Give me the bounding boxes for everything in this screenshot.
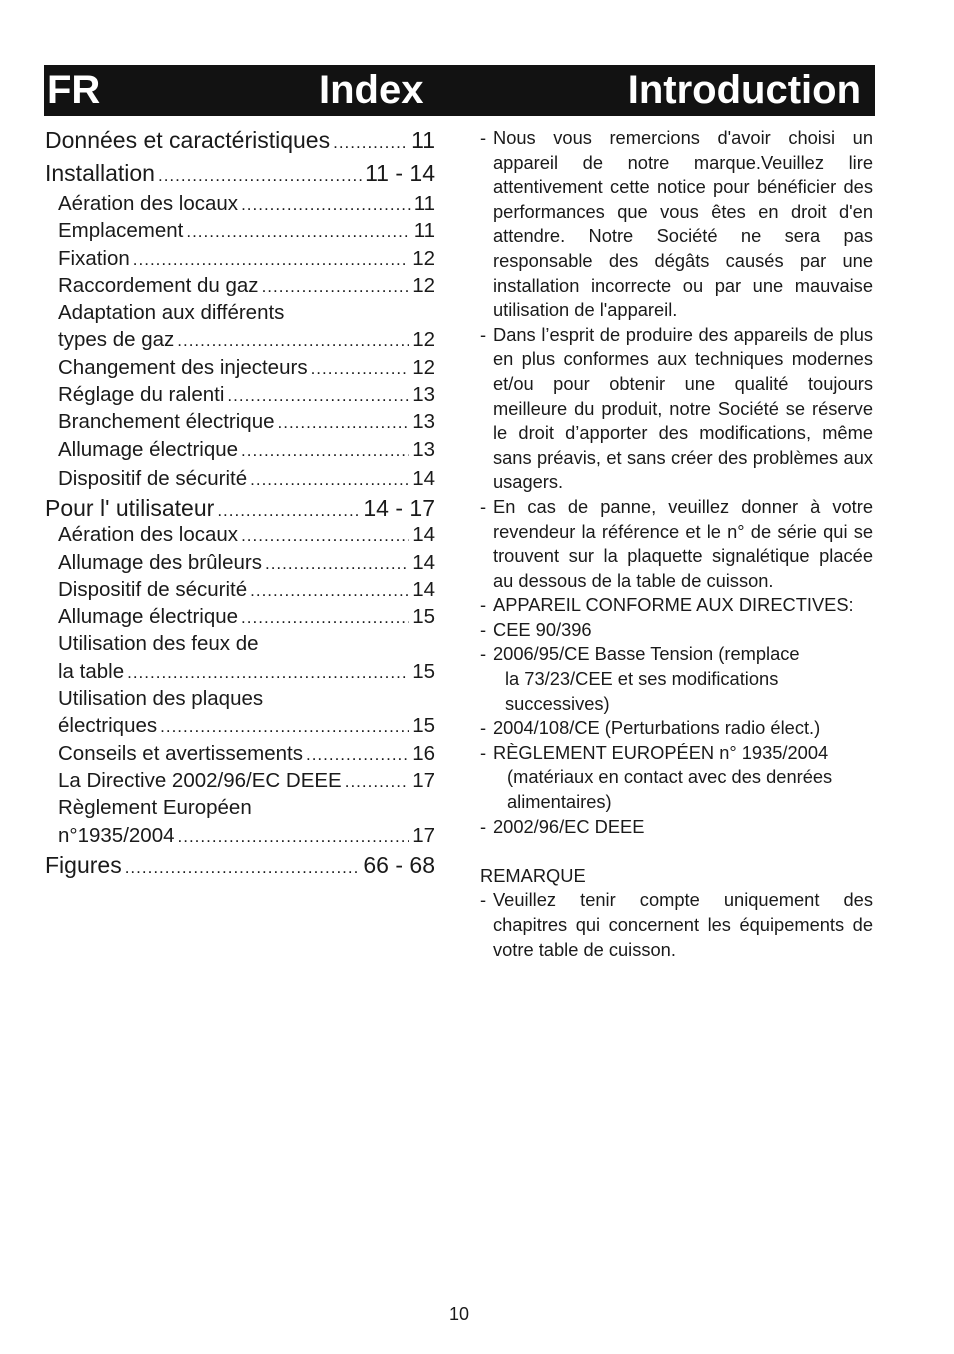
toc-entry	[45, 687, 435, 714]
toc-title: types de gaz	[58, 328, 175, 352]
toc-title: Dispositif de sécurité	[58, 466, 248, 490]
toc-entry	[45, 851, 435, 884]
toc-title: Adaptation aux différents	[58, 301, 285, 325]
introduction-text	[480, 126, 873, 962]
directive-item-detail: la 73/23/CEE et ses modifications successives)	[505, 668, 779, 714]
toc-entry	[45, 578, 435, 605]
toc-title: Règlement Européen	[58, 796, 252, 820]
toc-page: 14	[412, 523, 435, 547]
toc-title: Réglage du ralenti	[58, 383, 225, 407]
intro-paragraph: - Dans l’esprit de produire des appareils de plus en plus conformes aux techniques modernes et/ou pour obtenir une qualité toujours meilleure du produit, notre Société se réserve le droit d’apporter des modifications, même sans préavis, et sans créer des problèmes aux usagers.	[480, 323, 873, 495]
toc-page: 12	[412, 328, 435, 352]
toc-title: Allumage électrique	[58, 605, 239, 629]
toc-entry	[45, 247, 435, 274]
intro-paragraph: - Nous vous remercions d'avoir choisi un appareil de notre marque.Veuillez lire attentivement cette notice pour bénéficier des performances que vous êtes en droit d'en attendre. Notre Société ne sera pas responsable des dégâts causés par une installation incorrecte ou par une mauvaise utilisation de l'appareil.	[480, 126, 873, 323]
toc-entry	[45, 551, 435, 578]
language-label: FR	[47, 68, 101, 112]
toc-title: Conseils et avertissements	[58, 741, 303, 765]
toc-entry	[45, 523, 435, 550]
toc-entry	[45, 632, 435, 659]
toc-title: Aération des locaux	[58, 192, 239, 215]
toc-title: La Directive 2002/96/EC DEEE	[58, 768, 342, 792]
toc-entry	[45, 769, 435, 796]
remark-heading: REMARQUE	[480, 864, 586, 886]
toc-page: 15	[412, 659, 435, 683]
toc-entry	[45, 467, 435, 494]
toc-entry	[45, 159, 435, 192]
toc-entry	[45, 824, 435, 851]
directive-item: - 2006/95/CE Basse Tension (remplace	[480, 642, 873, 667]
toc-page: 15	[412, 605, 435, 629]
toc-entry	[45, 356, 435, 383]
toc-entry	[45, 605, 435, 632]
toc-title: Utilisation des plaques	[58, 687, 264, 711]
toc-title: électriques	[58, 714, 158, 738]
toc-page: 17	[412, 768, 435, 792]
toc-page: 13	[412, 410, 435, 434]
toc-page: 17	[412, 823, 435, 847]
index-heading: Index	[319, 68, 424, 112]
toc-page: 13	[412, 383, 435, 407]
intro-paragraph: - En cas de panne, veuillez donner à votre revendeur la référence et le n° de série qui se trouvent sur la plaquette signalétique placée au dessous de la table de cuisson.	[480, 495, 873, 593]
toc-entry	[45, 301, 435, 328]
toc-title: Raccordement du gaz	[58, 273, 259, 297]
toc-page: 11	[413, 219, 435, 243]
toc-title: Fixation	[58, 246, 130, 270]
toc-entry	[45, 438, 435, 465]
toc-page: 14 - 17	[363, 495, 435, 522]
page-header-bar	[44, 65, 875, 116]
toc-title: Allumage des brûleurs	[58, 550, 262, 574]
toc-title: Pour l' utilisateur	[45, 495, 215, 522]
toc-title: Allumage électrique	[58, 437, 239, 461]
toc-page: 66 - 68	[363, 851, 435, 878]
toc-entry	[45, 742, 435, 769]
toc-entry	[45, 383, 435, 410]
toc-page: 13	[412, 437, 435, 461]
toc-title: n°1935/2004	[58, 823, 175, 847]
toc-page: 14	[412, 466, 435, 490]
toc-entry	[45, 660, 435, 687]
toc-page: 11	[411, 127, 435, 153]
toc-page: 11 - 14	[365, 160, 435, 186]
toc-entry	[45, 219, 435, 246]
toc-page: 12	[412, 273, 435, 297]
toc-title: Branchement électrique	[58, 410, 275, 434]
table-of-contents	[45, 126, 435, 884]
directive-item: - 2002/96/EC DEEE	[480, 815, 873, 840]
toc-page: 11	[413, 192, 435, 215]
page-number: 10	[448, 1304, 470, 1324]
directive-item-detail: (matériaux en contact avec des denrées alimentaires)	[507, 766, 833, 813]
toc-title: Changement des injecteurs	[58, 355, 308, 379]
toc-page: 12	[412, 246, 435, 270]
toc-title: Aération des locaux	[58, 523, 239, 547]
toc-page: 12	[412, 355, 435, 379]
toc-entry	[45, 192, 435, 219]
toc-entry	[45, 410, 435, 437]
toc-entry	[45, 328, 435, 355]
toc-entry	[45, 274, 435, 301]
toc-page: 15	[412, 714, 435, 738]
toc-page: 16	[412, 741, 435, 765]
directive-item: - RÈGLEMENT EUROPÉEN n° 1935/2004	[480, 741, 873, 766]
toc-title: Figures	[45, 851, 122, 878]
toc-title: Données et caractéristiques	[45, 127, 331, 153]
toc-page: 14	[412, 550, 435, 574]
toc-entry	[45, 796, 435, 823]
toc-title: Installation	[45, 160, 155, 186]
remark-paragraph: - Veuillez tenir compte uniquement des chapitres qui concernent les équipements de votre table de cuisson.	[480, 888, 873, 962]
toc-title: Emplacement	[58, 219, 184, 243]
toc-page: 14	[412, 577, 435, 601]
toc-entry	[45, 714, 435, 741]
toc-title: la table	[58, 659, 125, 683]
directive-item: - 2004/108/CE (Perturbations radio élect.)	[480, 716, 873, 741]
intro-paragraph: - APPAREIL CONFORME AUX DIRECTIVES:	[480, 593, 873, 618]
directive-item: - CEE 90/396	[480, 618, 873, 643]
introduction-heading: Introduction	[627, 68, 861, 112]
toc-title: Utilisation des feux de	[58, 632, 259, 656]
toc-entry	[45, 126, 435, 159]
toc-title: Dispositif de sécurité	[58, 577, 248, 601]
